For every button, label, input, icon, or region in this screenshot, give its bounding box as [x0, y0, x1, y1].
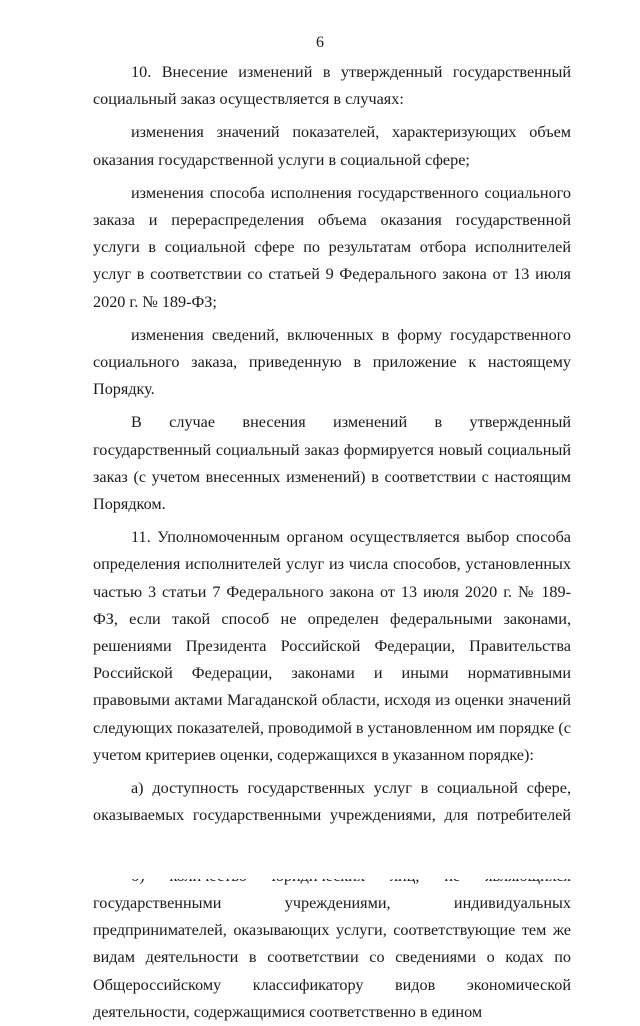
page-number: 6	[316, 34, 324, 51]
paragraph-10: 10. Внесение изменений в утвержденный государственный социальный заказ осуществляется в случаях:	[93, 63, 571, 109]
paragraph-case-method: изменения способа исполнения государственного социального заказа и перераспределения объема оказания государственной услуги в социальной сфере по результатам отбора исполнителей услуг в соответствии со статьей 9 Федерального закона от 13 июля 2020 г. № 189-ФЗ;	[93, 183, 571, 311]
page-bottom-margin	[0, 839, 640, 879]
paragraph-case-form: изменения сведений, включенных в форму государственного социального заказа, приведенную в приложение к настоящему Порядку.	[93, 325, 571, 399]
paragraph-case-indicators: изменения значений показателей, характеризующих объем оказания государственной услуги в социальной сфере;	[93, 123, 571, 169]
document-body	[93, 59, 571, 1026]
paragraph-item-a: а) доступность государственных услуг в социальной сфере, оказываемых государственными учреждениями, для потребителей	[93, 779, 571, 825]
paragraph-item-b: государственными учреждениями, индивидуальных предпринимателей, оказывающих услуги, соответствующие тем же видам деятельности в соответствии со сведениями о кодах по Общероссийскому классификатору видов экономической деятельности, содержащимися соответственно в едином	[93, 893, 571, 1021]
paragraph-new-order: В случае внесения изменений в утвержденный государственный социальный заказ формируется новый социальный заказ (с учетом внесенных изменений) в соответствии с настоящим Порядком.	[93, 413, 571, 514]
paragraph-11: 11. Уполномоченным органом осуществляется выбор способа определения исполнителей услуг из числа способов, установленных частью 3 статьи 7 Федерального закона от 13 июля 2020 г. № 189-ФЗ, если такой способ не определен федеральными законами, решениями Президента Российской Федерации, Правительства Российской Федерации, законами и иными нормативными правовыми актами Магаданской области, исходя из оценки значений следующих показателей, проводимой в установленном им порядке (с учетом критериев оценки, содержащихся в указанном порядке):	[93, 528, 571, 764]
